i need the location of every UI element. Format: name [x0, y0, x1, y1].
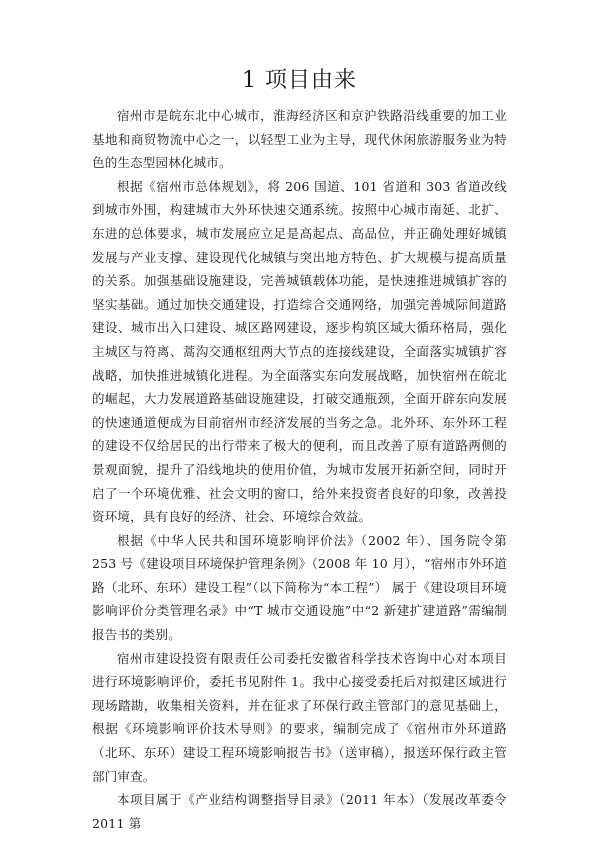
section-title: 1 项目由来	[242, 68, 357, 93]
paragraph-planning: 根据《宿州市总体规划》，将 206 国道、101 省道和 303 省道改线到城市外围，构建城市大外环快速交通系统。按照中心城市南延、北扩、东进的总体要求，城市发展应立足是高起点、高品位，并正确处理好城镇发展与产业支撑、建设现代化城镇与突出地方特色、扩大规模与提高质量的关系。加强基础设施建设，完善城镇载体功能，是快速推进城镇扩容的坚实基础。通过加快交通建设，打造综合交通网络，加强完善城际间道路建设、城市出入口建设、城区路网建设，逐步构筑区域大循环格局，强化主城区与符离、蒿沟交通枢纽两大节点的连接线建设，全面落实城镇扩容战略，加快推进城镇化进程。为全面落实东向发展战略，加快宿州在皖北的崛起，大力发展道路基础设施建设，打破交通瓶颈，全面开辟东向发展的快速通道便成为目前宿州市经济发展的当务之急。北外环、东外环工程的建设不仅给居民的出行带来了极大的便利，而且改善了原有道路两侧的景观面貌，提升了沿线地块的使用价值，为城市发展开拓新空间，同时开启了一个环境优雅、社会文明的窗口，给外来投资者良好的印象，改善投资环境，具有良好的经济、社会、环境综合效益。	[92, 178, 507, 525]
paragraph-industry-catalog: 本项目属于《产业结构调整指导目录》（2011 年本）（发展改革委令 2011 第	[92, 792, 507, 831]
paragraph-legal-basis: 根据《中华人民共和国环境影响评价法》（2002 年）、国务院令第 253 号《建设项目环境保护管理条例》（2008 年 10 月），“宿州市外环道路（北环、东环）建设工程”（以下简称为“本工程”） 属于《建设项目环境影响评价分类管理名录》中“T 城市交通设施”中“2 新建扩建道路”需编制报告书的类别。	[92, 532, 507, 643]
paragraph-intro: 宿州市是皖东北中心城市，淮海经济区和京沪铁路沿线重要的加工业基地和商贸物流中心之一，以轻型工业为主导，现代休闲旅游服务业为特色的生态型园林化城市。	[92, 108, 507, 171]
paragraph-commission: 宿州市建设投资有限责任公司委托安徽省科学技术咨询中心对本项目进行环境影响评价，委托书见附件 1。我中心接受委托后对拟建区域进行现场踏勘，收集相关资料，并在征求了环保行政主管部门的意见基础上，根据《环境影响评价技术导则》的要求，编制完成了《宿州市外环道路（北环、东环）建设工程环境影响报告书》（送审稿），报送环保行政主管部门审查。	[92, 650, 507, 784]
